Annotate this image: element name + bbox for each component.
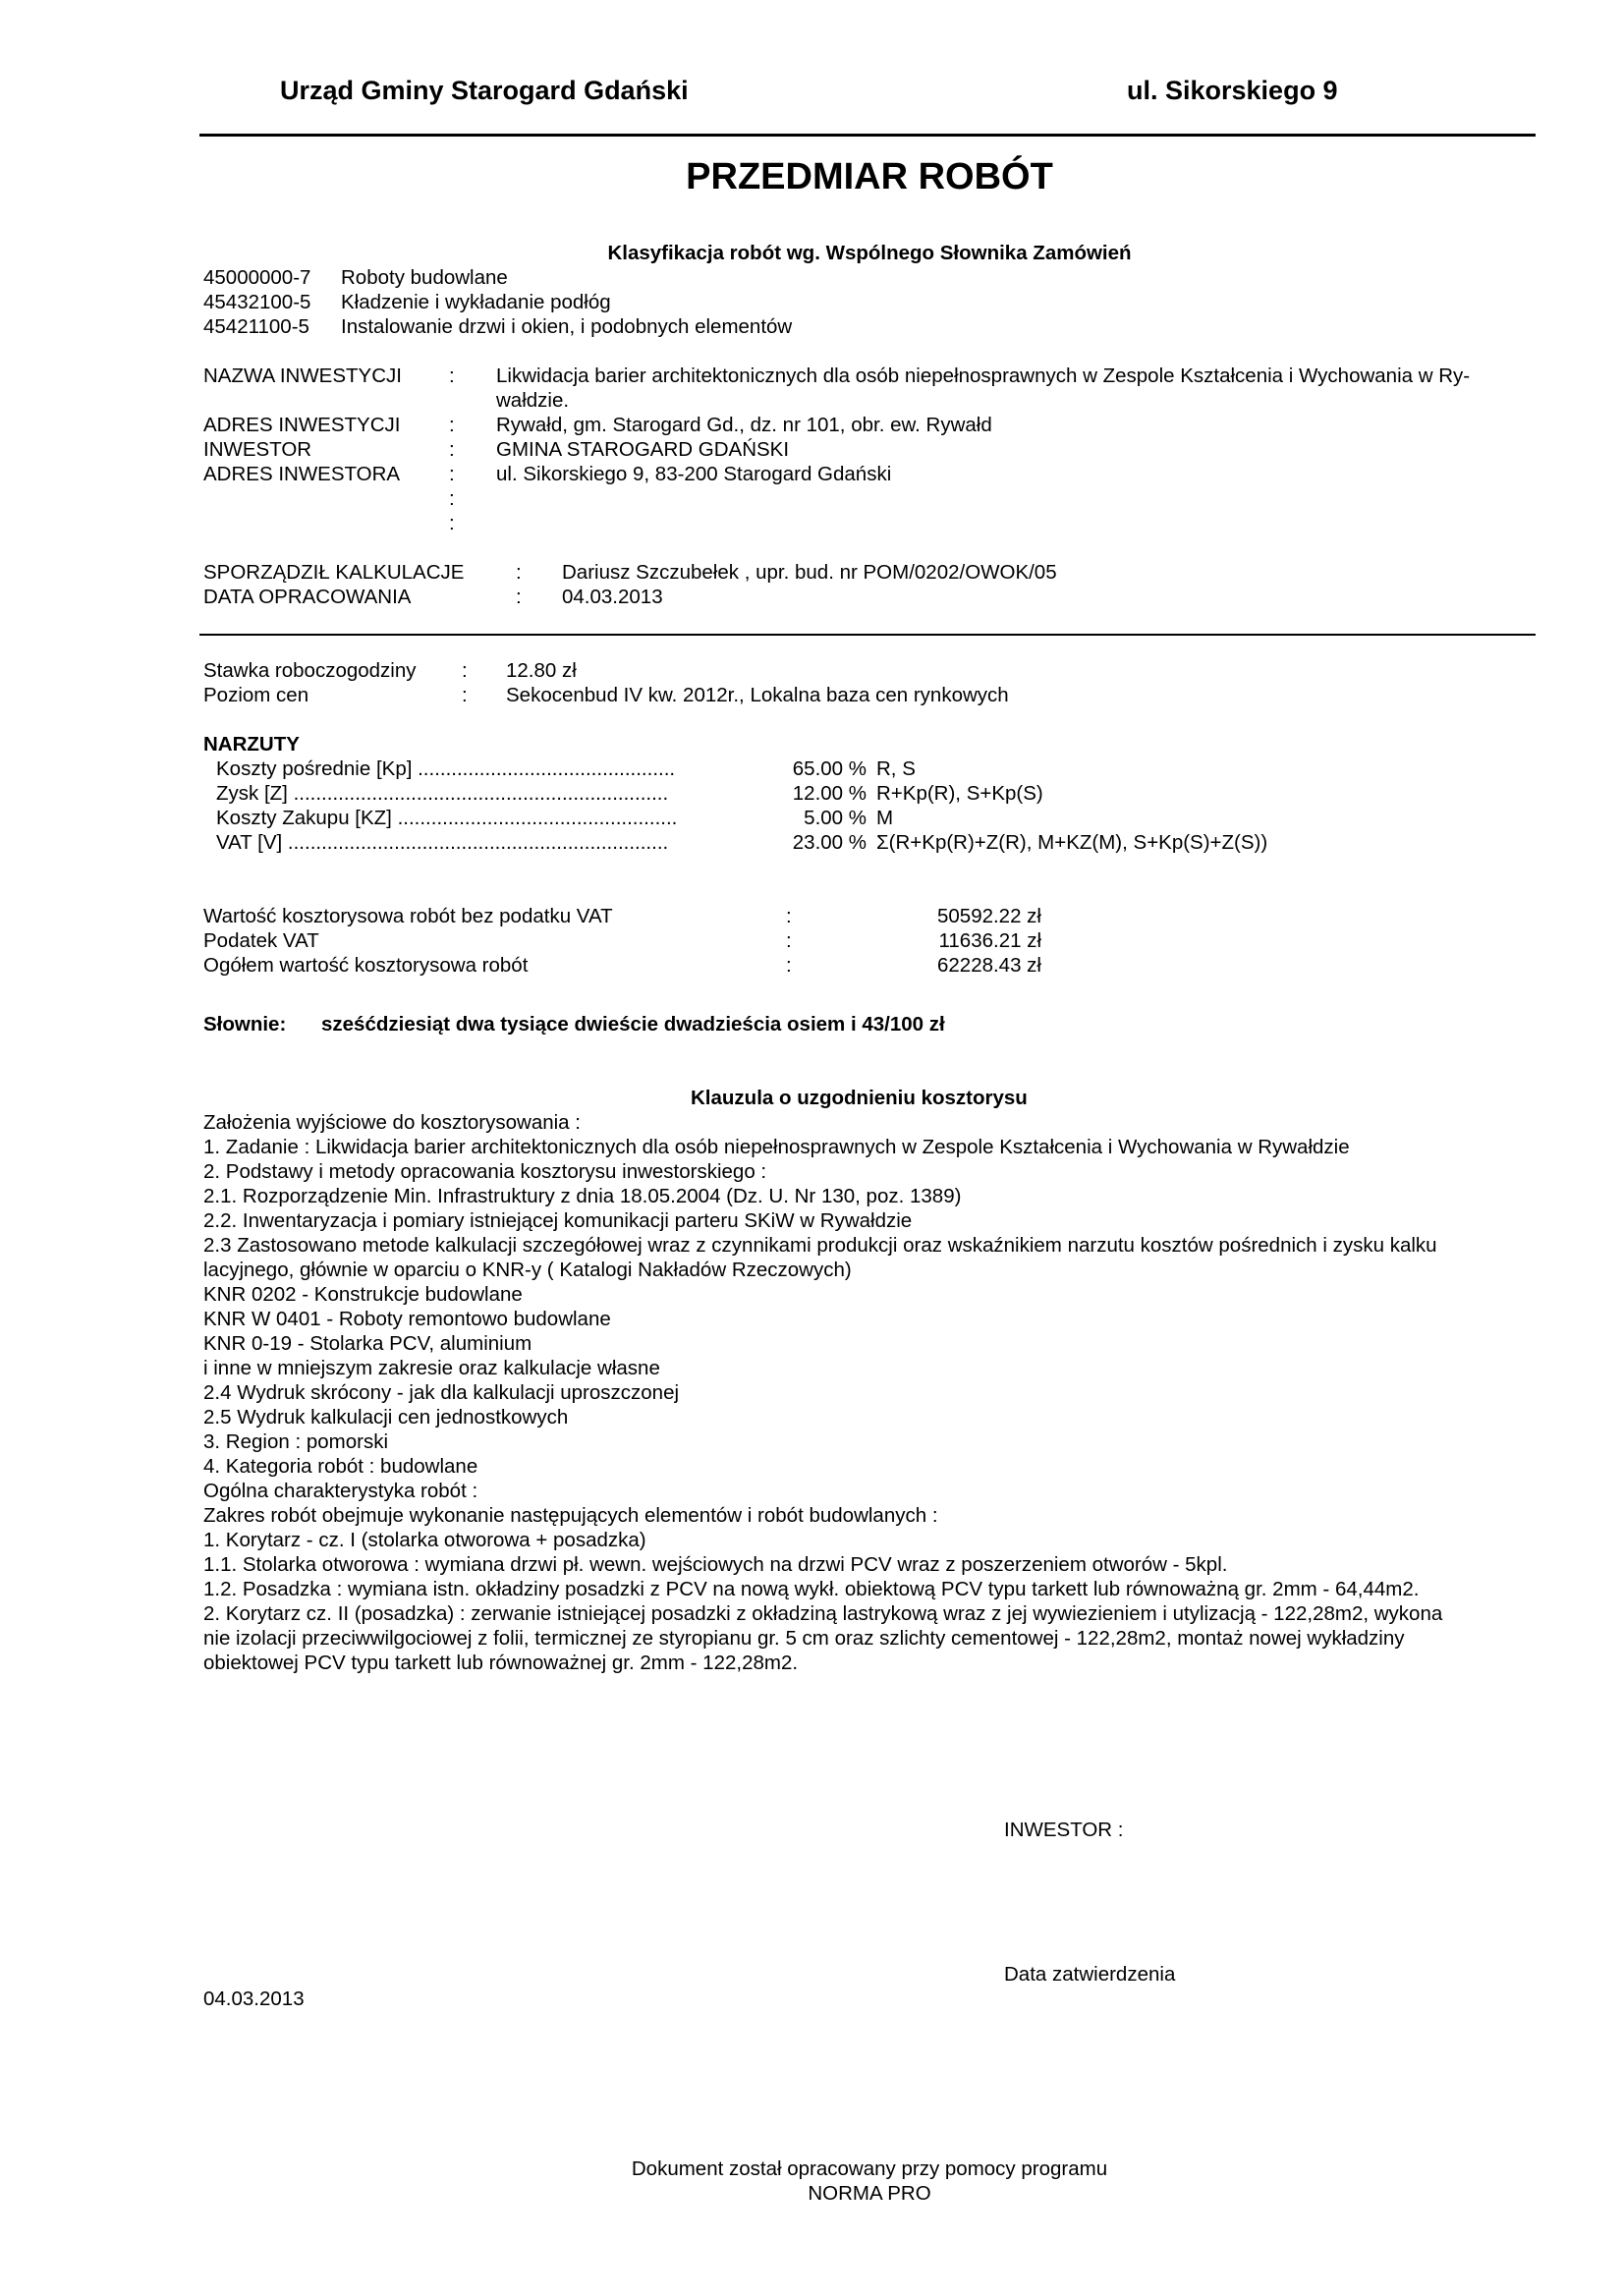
investment-name-label: NAZWA INWESTYCJI bbox=[203, 364, 402, 387]
investor-label: INWESTOR bbox=[203, 438, 312, 461]
surcharge-percent: 12.00 % bbox=[792, 782, 867, 805]
investor-signature-label: INWESTOR : bbox=[1004, 1819, 1124, 1841]
clause-line: 4. Kategoria robót : budowlane bbox=[203, 1455, 478, 1478]
colon: : bbox=[786, 954, 792, 977]
clause-line: KNR W 0401 - Roboty remontowo budowlane bbox=[203, 1308, 611, 1330]
clause-line: Zakres robót obejmuje wykonanie następujących elementów i robót budowlanych : bbox=[203, 1504, 938, 1527]
clause-line: nie izolacji przeciwwilgociowej z folii, termicznej ze styropianu gr. 5 cm oraz szlichty cementowej - 122,28m2, montaż nowej wykładziny bbox=[203, 1627, 1405, 1650]
colon: : bbox=[462, 659, 468, 682]
hourly-rate-label: Stawka roboczogodziny bbox=[203, 659, 417, 682]
office-address: ul. Sikorskiego 9 bbox=[1127, 76, 1338, 105]
colon: : bbox=[462, 684, 468, 706]
surcharge-label: Koszty Zakupu [KZ] .................................................. bbox=[216, 807, 678, 829]
surcharge-base: Σ(R+Kp(R)+Z(R), M+KZ(M), S+Kp(S)+Z(S)) bbox=[876, 831, 1268, 854]
surcharge-label: Zysk [Z] ................................................................... bbox=[216, 782, 669, 805]
approval-date-label: Data zatwierdzenia bbox=[1004, 1963, 1176, 1986]
total-value: 11636.21 zł bbox=[938, 929, 1041, 952]
clause-line: 2.1. Rozporządzenie Min. Infrastruktury z dnia 18.05.2004 (Dz. U. Nr 130, poz. 1389) bbox=[203, 1185, 962, 1207]
colon: : bbox=[786, 905, 792, 927]
document-date: 04.03.2013 bbox=[203, 1988, 305, 2010]
investment-name-continued: wałdzie. bbox=[496, 389, 570, 412]
investor-address-label: ADRES INWESTORA bbox=[203, 463, 401, 485]
classification-item: 45421100-5 Instalowanie drzwi i okien, i podobnych elementów bbox=[203, 315, 793, 338]
clause-line: 2.3 Zastosowano metode kalkulacji szczegółowej wraz z czynnikami produkcji oraz wskaźnikiem narzutu kosztów pośrednich i zysku kalku bbox=[203, 1234, 1437, 1257]
clause-line: KNR 0-19 - Stolarka PCV, aluminium bbox=[203, 1332, 532, 1355]
header-rule bbox=[199, 134, 1536, 137]
classification-item: 45000000-7 Roboty budowlane bbox=[203, 266, 508, 289]
colon: : bbox=[516, 561, 522, 584]
clause-line: lacyjnego, głównie w oparciu o KNR-y ( Katalogi Nakładów Rzeczowych) bbox=[203, 1259, 852, 1281]
total-label: Podatek VAT bbox=[203, 929, 319, 952]
classification-item: 45432100-5 Kładzenie i wykładanie podłóg bbox=[203, 291, 611, 313]
colon: : bbox=[449, 463, 455, 485]
clause-line: 2. Podstawy i metody opracowania kosztorysu inwestorskiego : bbox=[203, 1160, 767, 1183]
surcharge-base: R, S bbox=[876, 757, 916, 780]
clause-line: 2.2. Inwentaryzacja i pomiary istniejącej komunikacji parteru SKiW w Rywałdzie bbox=[203, 1209, 913, 1232]
total-label: Ogółem wartość kosztorysowa robót bbox=[203, 954, 529, 977]
clause-line: 1.2. Posadzka : wymiana istn. okładziny posadzki z PCV na nową wykł. obiektową PCV typu tarkett lub równoważną gr. 2mm - 64,44m2. bbox=[203, 1578, 1420, 1600]
clause-line: obiektowej PCV typu tarkett lub równoważnej gr. 2mm - 122,28m2. bbox=[203, 1652, 799, 1674]
section-rule bbox=[199, 634, 1536, 636]
clause-line: 2.4 Wydruk skrócony - jak dla kalkulacji uproszczonej bbox=[203, 1381, 680, 1404]
surcharge-percent: 5.00 % bbox=[804, 807, 867, 829]
colon: : bbox=[449, 364, 455, 387]
classification-list bbox=[203, 265, 792, 339]
program-name: NORMA PRO bbox=[808, 2182, 931, 2205]
document-title: PRZEDMIAR ROBÓT bbox=[686, 156, 1053, 197]
clause-heading: Klauzula o uzgodnieniu kosztorysu bbox=[691, 1087, 1028, 1109]
program-note: Dokument został opracowany przy pomocy programu bbox=[631, 2157, 1108, 2180]
investor-address: ul. Sikorskiego 9, 83-200 Starogard Gdański bbox=[496, 463, 892, 485]
hourly-rate: 12.80 zł bbox=[506, 659, 577, 682]
surcharges-heading: NARZUTY bbox=[203, 733, 300, 756]
investment-name: Likwidacja barier architektonicznych dla osób niepełnosprawnych w Zespole Kształcenia i Wychowania w Ry- bbox=[496, 364, 1471, 387]
colon: : bbox=[449, 512, 455, 534]
clause-line: 1. Korytarz - cz. I (stolarka otworowa + posadzka) bbox=[203, 1529, 646, 1551]
colon: : bbox=[449, 487, 455, 510]
colon: : bbox=[449, 438, 455, 461]
investment-address: Rywałd, gm. Starogard Gd., dz. nr 101, obr. ew. Rywałd bbox=[496, 414, 992, 436]
total-value: 50592.22 zł bbox=[936, 905, 1041, 927]
price-level-label: Poziom cen bbox=[203, 684, 309, 706]
investor-name: GMINA STAROGARD GDAŃSKI bbox=[496, 438, 790, 461]
total-value: 62228.43 zł bbox=[936, 954, 1041, 977]
surcharge-percent: 23.00 % bbox=[792, 831, 867, 854]
surcharge-label: Koszty pośrednie [Kp] .............................................. bbox=[216, 757, 676, 780]
clause-line: 3. Region : pomorski bbox=[203, 1430, 389, 1453]
clause-line: i inne w mniejszym zakresie oraz kalkulacje własne bbox=[203, 1357, 660, 1379]
amount-words-label: Słownie: bbox=[203, 1013, 287, 1036]
clause-body bbox=[203, 1110, 1530, 1675]
clause-line: Założenia wyjściowe do kosztorysowania : bbox=[203, 1111, 581, 1134]
total-label: Wartość kosztorysowa robót bez podatku VAT bbox=[203, 905, 613, 927]
surcharge-label: VAT [V] .................................................................... bbox=[216, 831, 669, 854]
colon: : bbox=[516, 586, 522, 608]
prepared-date-label: DATA OPRACOWANIA bbox=[203, 586, 412, 608]
prepared-by: Dariusz Szczubełek , upr. bud. nr POM/0202/OWOK/05 bbox=[562, 561, 1057, 584]
clause-line: 2. Korytarz cz. II (posadzka) : zerwanie istniejącej posadzki z okładziną lastrykową wraz z jej wywiezieniem i utylizacją - 122,28m2, wykona bbox=[203, 1602, 1443, 1625]
colon: : bbox=[449, 414, 455, 436]
classification-heading: Klasyfikacja robót wg. Wspólnego Słownika Zamówień bbox=[607, 242, 1132, 264]
clause-line: KNR 0202 - Konstrukcje budowlane bbox=[203, 1283, 523, 1306]
amount-words: sześćdziesiąt dwa tysiące dwieście dwadzieścia osiem i 43/100 zł bbox=[321, 1013, 945, 1036]
clause-line: 1.1. Stolarka otworowa : wymiana drzwi pł. wewn. wejściowych na drzwi PCV wraz z poszerzeniem otworów - 5kpl. bbox=[203, 1553, 1228, 1576]
prepared-date: 04.03.2013 bbox=[562, 586, 663, 608]
surcharge-percent: 65.00 % bbox=[792, 757, 867, 780]
surcharge-base: R+Kp(R), S+Kp(S) bbox=[876, 782, 1043, 805]
clause-line: 1. Zadanie : Likwidacja barier architektonicznych dla osób niepełnosprawnych w Zespole Kształcenia i Wychowania w Rywałdzie bbox=[203, 1136, 1350, 1158]
prepared-by-label: SPORZĄDZIŁ KALKULACJE bbox=[203, 561, 465, 584]
clause-line: 2.5 Wydruk kalkulacji cen jednostkowych bbox=[203, 1406, 569, 1428]
colon: : bbox=[786, 929, 792, 952]
price-level: Sekocenbud IV kw. 2012r., Lokalna baza cen rynkowych bbox=[506, 684, 1009, 706]
clause-line: Ogólna charakterystyka robót : bbox=[203, 1480, 478, 1502]
surcharge-base: M bbox=[876, 807, 894, 829]
office-name: Urząd Gminy Starogard Gdański bbox=[280, 76, 689, 105]
investment-address-label: ADRES INWESTYCJI bbox=[203, 414, 401, 436]
